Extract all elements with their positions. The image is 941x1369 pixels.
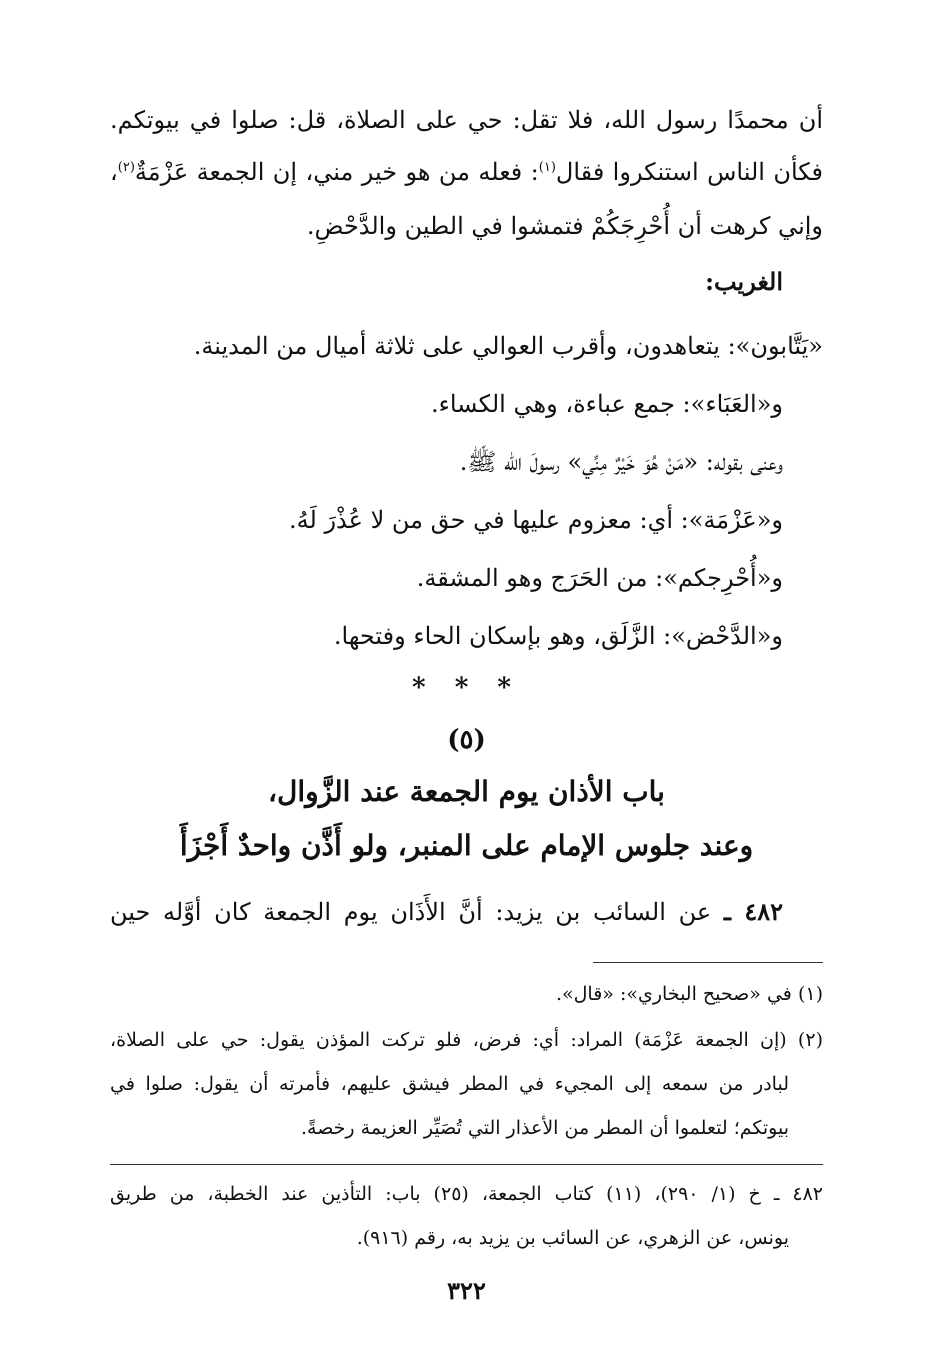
takhrij-divider [110, 1164, 823, 1165]
gharib-item-3: وعنى بقوله: «مَنْ هُوَ خَيْرٌ مِنِّي» رسولَ الله ﷺ. [459, 448, 783, 476]
hadith-first-line [110, 892, 823, 932]
footnote-divider [593, 962, 823, 963]
chapter-number: (٥) [447, 725, 486, 755]
section-separator: * * * [412, 673, 521, 703]
gharib-heading: الغريب: [705, 267, 783, 296]
gharib-item-2: و«العَبَاء»: جمع عباءة، وهي الكساء. [430, 390, 783, 418]
body-line-2 [110, 152, 823, 192]
footnote-2-line-3: بيوتكم؛ لتعلموا أن المطر من الأعذار التي تُصَيِّر العزيمة رخصةً. [300, 1117, 789, 1139]
footnote-1 [110, 976, 823, 1012]
footnote-2-text-1: (إن الجمعة عَزْمَة) المراد: أي: فرض، فلو تركت المؤذن يقول: حي على الصلاة، [110, 1029, 787, 1051]
chapter-title-line-1: باب الأذان يوم الجمعة عند الزَّوال، [268, 775, 665, 808]
page-number: ٣٢٢ [447, 1276, 486, 1305]
gharib-item-1: «يَتَّابون»: يتعاهدون، وأقرب العوالي على ثلاثة أميال من المدينة. [193, 332, 823, 360]
gharib-item-6: و«الدَّحْض»: الزَّلَق، وهو بإسكان الحاء وفتحها. [333, 622, 783, 650]
page [110, 0, 823, 1369]
body-line-3-text: وإني كرهت أن أُحْرِجَكُمْ فتمشوا في الطين والدَّحْضِ. [306, 212, 823, 240]
footnote-1-text: في «صحيح البخاري»: «قال». [555, 983, 792, 1005]
footnote-1-marker: (١) [797, 983, 823, 1005]
takhrij-line-2: يونس، عن الزهري، عن السائب بن يزيد به، رقم (٩١٦). [356, 1227, 789, 1249]
gharib-item-4: و«عَزْمَة»: أي: معزوم عليها في حق من لا عُذْرَ لَهُ. [289, 506, 783, 534]
hadith-number: ٤٨٢ ـ [723, 897, 783, 926]
body-line-1 [110, 100, 823, 140]
takhrij-line-1: ٤٨٢ ـ خ (١/ ٢٩٠)، (١١) كتاب الجمعة، (٢٥) باب: التأذين عند الخطبة، من طريق [110, 1183, 824, 1205]
gharib-item-5: و«أُحْرِجكم»: من الحَرَج وهو المشقة. [416, 564, 783, 592]
footnote-2-line-2: لبادر من سمعه إلى المجيء في المطر فيشق عليهم، فأمرته أن يقول: صلوا في [110, 1073, 789, 1095]
footnote-ref-2[interactable]: (٢) [117, 160, 135, 175]
footnote-2-line-1 [110, 1022, 823, 1058]
hadith-text: عن السائب بن يزيد: أنَّ الأَذَان يوم الجمعة كان أوَّله حين [110, 898, 712, 926]
footnote-ref-1[interactable]: (١) [538, 160, 556, 175]
body-line-1-text: أن محمدًا رسول الله، فلا تقل: حي على الصلاة، قل: صلوا في بيوتكم. [110, 106, 823, 134]
chapter-title-line-2: وعند جلوس الإمام على المنبر، ولو أَذَّن واحدٌ أَجْزَأَ [179, 829, 754, 862]
body-line-2-text: فكأن الناس استنكروا فقال$^{(١)}$: فعله من هو خير مني، إن الجمعة عَزْمَةٌ$^{(٢)}$، [110, 158, 824, 186]
footnote-2-marker: (٢) [797, 1029, 823, 1051]
body-line-3 [110, 206, 823, 246]
